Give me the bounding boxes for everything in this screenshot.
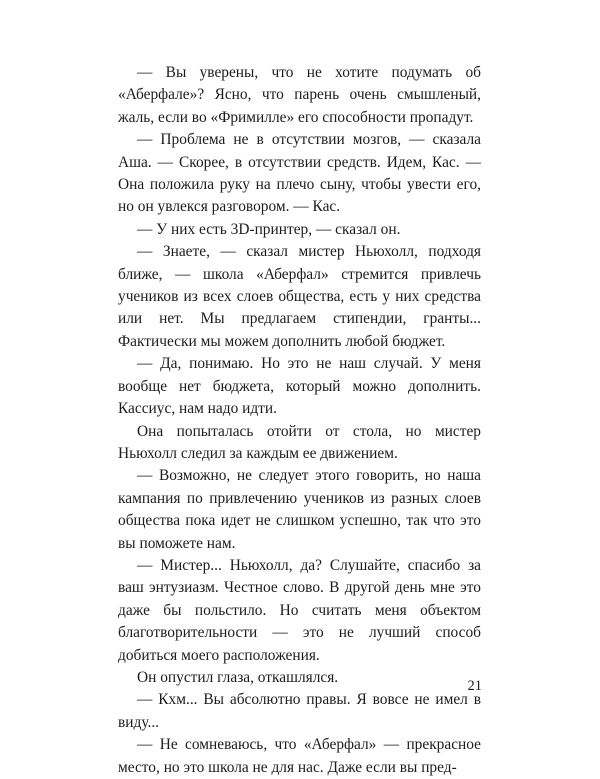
paragraph: — У них есть 3D-принтер, — сказал он.: [137, 220, 401, 238]
paragraph: — Проблема не в отсутствии мозгов, — сказала Аша. — Скорее, в отсутствии средств. Идем, Кас. — Она положила руку на плечо сыну, чтобы увести его, но он увлекся разговором. — Кас.: [118, 131, 481, 216]
paragraph: Он опустил глаза, откашлялся.: [137, 668, 339, 686]
paragraph: — Вы уверены, что не хотите подумать об «Аберфале»? Ясно, что парень очень смышленый, жаль, если во «Фримилле» его способности пропадут.: [118, 64, 481, 126]
paragraph: — Возможно, не следует этого говорить, но наша кампания по привлечению учеников из разных слоев общества пока идет не слишком успешно, так что это вы поможете нам.: [118, 467, 481, 552]
paragraph: Она попыталась отойти от стола, но мистер Ньюхолл следил за каждым ее движением.: [118, 422, 481, 462]
paragraph: — Мистер... Ньюхолл, да? Слушайте, спасибо за ваш энтузиазм. Честное слово. В другой день мне это даже бы польстило. Но считать меня объектом благотворительности — это не лучший способ добиться моего расположения.: [118, 556, 481, 664]
paragraph: — Да, понимаю. Но это не наш случай. У меня вообще нет бюджета, который можно дополнить. Кассиус, нам надо идти.: [118, 355, 481, 418]
body-text: [118, 62, 481, 779]
paragraph: — Не сомневаюсь, что «Аберфал» — прекрасное место, но это школа не для нас. Даже если вы пред-: [118, 736, 481, 776]
paragraph: — Знаете, — сказал мистер Ньюхолл, подходя ближе, — школа «Аберфал» стремится привлечь учеников из всех слоев общества, есть у них средства или нет. Мы предлагаем стипендии, гранты... Фактически мы можем дополнить любой бюджет.: [118, 243, 481, 350]
page-number: 21: [467, 678, 482, 694]
paragraph: — Кхм... Вы абсолютно правы. Я вовсе не имел в виду...: [118, 691, 481, 731]
